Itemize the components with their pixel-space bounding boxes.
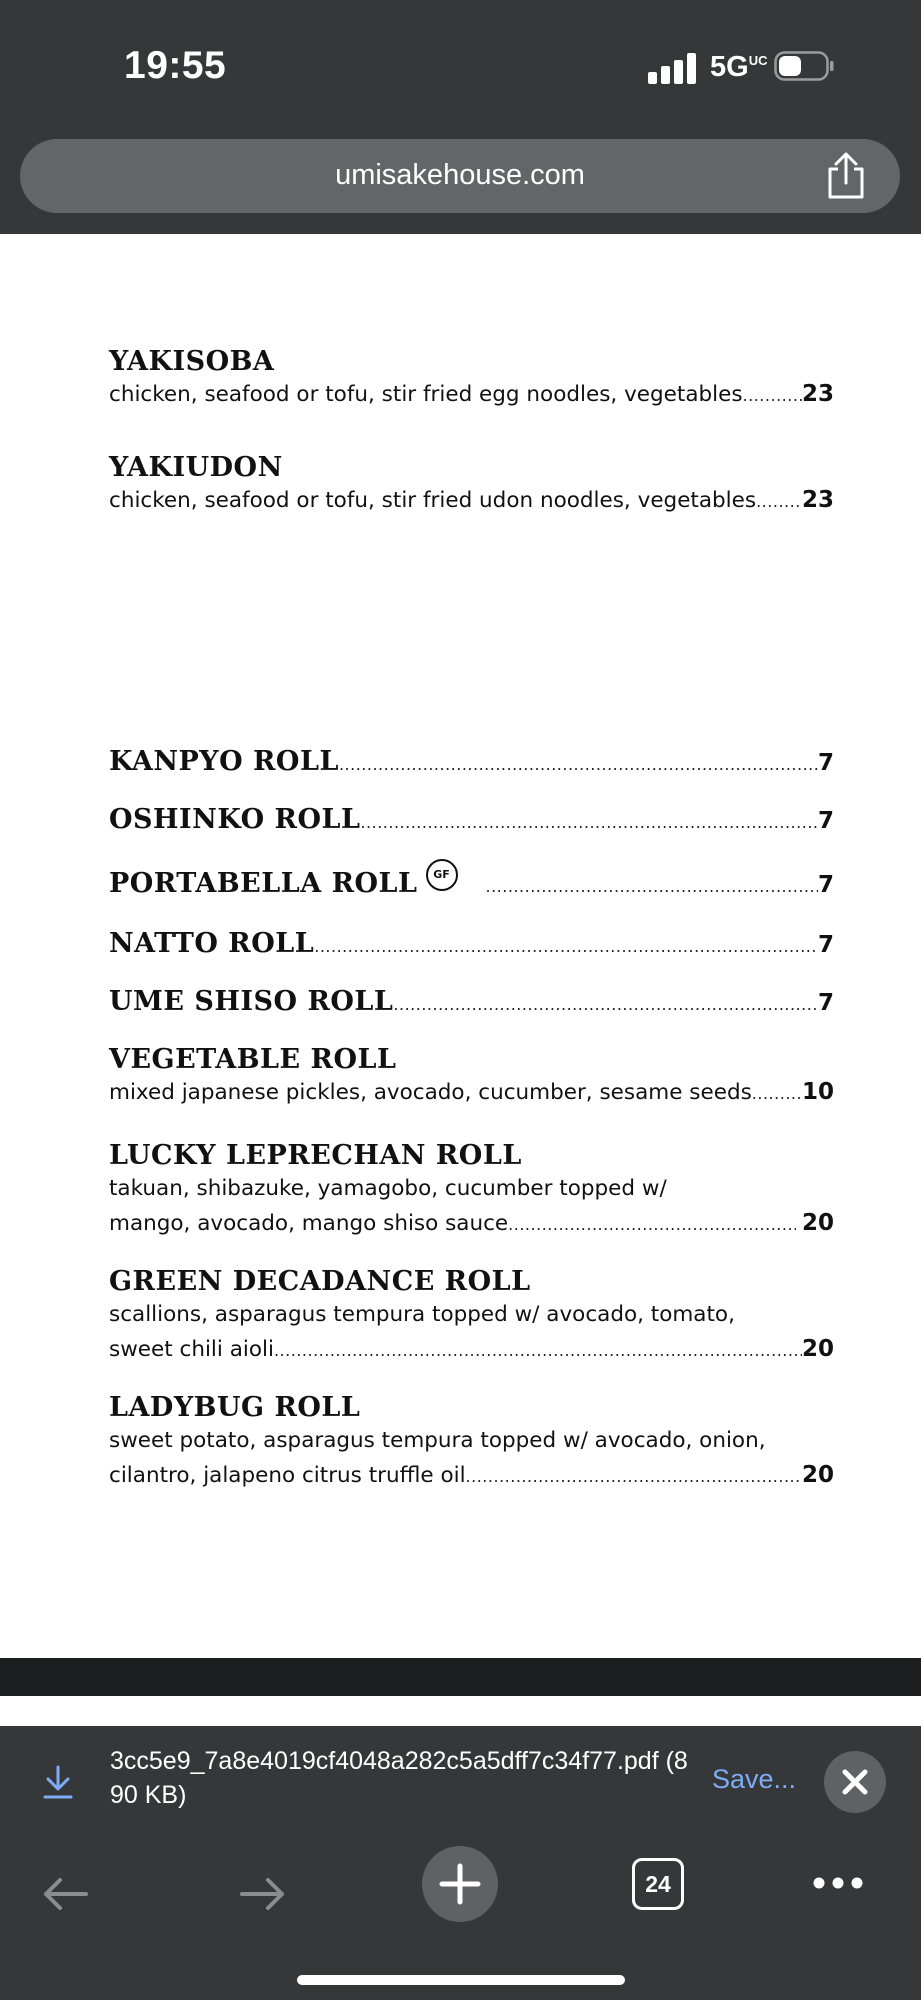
close-download-button[interactable]: [824, 1751, 886, 1813]
item-price: 7: [817, 990, 834, 1016]
item-desc: mixed japanese pickles, avocado, cucumber, sesame seeds: [109, 1080, 752, 1105]
item-name: VEGETABLE ROLL: [109, 1044, 397, 1075]
browser-header: [0, 130, 921, 234]
battery-icon: [774, 51, 834, 81]
item-price: 20: [801, 1462, 834, 1488]
page-separator: [0, 1658, 921, 1696]
menu-item-ladybug-roll: [109, 1392, 834, 1494]
new-tab-button[interactable]: [422, 1846, 498, 1922]
menu-item-oshinko-roll: [109, 804, 834, 835]
item-desc-line1: sweet potato, asparagus tempura topped w/ avocado, onion,: [109, 1428, 766, 1453]
download-icon: [40, 1764, 76, 1800]
item-price: 7: [817, 932, 834, 958]
menu-item-portabella-roll: [109, 868, 834, 905]
item-name: LADYBUG ROLL: [109, 1392, 361, 1423]
item-price: 7: [817, 808, 834, 834]
menu-item-natto-roll: [109, 928, 834, 959]
menu-item-green-decadance-roll: [109, 1266, 834, 1368]
item-desc-line2: cilantro, jalapeno citrus truffle oil: [109, 1463, 466, 1488]
item-desc: chicken, seafood or tofu, stir fried udon noodles, vegetables: [109, 488, 757, 513]
item-desc-line1: scallions, asparagus tempura topped w/ avocado, tomato,: [109, 1302, 735, 1327]
item-price: 20: [801, 1336, 834, 1362]
item-name: UME SHISO ROLL: [109, 986, 394, 1017]
item-desc-line2: sweet chili aioli: [109, 1337, 274, 1362]
back-arrow-icon[interactable]: [40, 1868, 92, 1920]
url-text: umisakehouse.com: [335, 159, 585, 191]
item-price: 7: [817, 872, 834, 898]
forward-arrow-icon[interactable]: [236, 1868, 288, 1920]
item-name: LUCKY LEPRECHAN ROLL: [109, 1140, 522, 1171]
signal-icon: [648, 52, 696, 84]
item-price: 23: [801, 381, 834, 407]
close-icon: [824, 1751, 886, 1813]
menu-item-yakisoba: [109, 346, 834, 413]
item-name: PORTABELLA ROLL: [109, 868, 418, 899]
item-name: NATTO ROLL: [109, 928, 315, 959]
share-icon[interactable]: [822, 151, 870, 201]
menu-item-kanpyo-roll: [109, 746, 834, 777]
download-filename: 3cc5e9_7a8e4019cf4048a282c5a5dff7c34f77.pdf (890 KB): [110, 1747, 688, 1809]
save-button[interactable]: Save...: [712, 1764, 797, 1794]
home-indicator[interactable]: [297, 1975, 625, 1985]
item-name: OSHINKO ROLL: [109, 804, 361, 835]
item-desc: chicken, seafood or tofu, stir fried egg noodles, vegetables: [109, 382, 743, 407]
item-name: YAKIUDON: [109, 452, 283, 483]
pdf-page: [0, 234, 921, 1658]
item-price: 23: [801, 487, 834, 513]
tab-switcher-button[interactable]: 24: [632, 1858, 684, 1910]
gluten-free-badge-icon: GF: [426, 859, 458, 891]
address-bar[interactable]: [20, 139, 900, 213]
menu-item-ume-shiso-roll: [109, 986, 834, 1017]
plus-icon: [422, 1846, 498, 1922]
item-name: GREEN DECADANCE ROLL: [109, 1266, 531, 1297]
item-name: YAKISOBA: [109, 346, 275, 377]
item-price: 7: [817, 750, 834, 776]
item-desc-line2: mango, avocado, mango shiso sauce: [109, 1211, 509, 1236]
more-icon[interactable]: [812, 1876, 864, 1890]
item-price: 20: [801, 1210, 834, 1236]
menu-item-lucky-leprechan-roll: [109, 1140, 834, 1242]
status-bar: [0, 0, 921, 130]
item-price: 10: [801, 1079, 834, 1105]
menu-item-yakiudon: [109, 452, 834, 519]
item-desc-line1: takuan, shibazuke, yamagobo, cucumber topped w/: [109, 1176, 667, 1201]
item-name: KANPYO ROLL: [109, 746, 339, 777]
menu-item-vegetable-roll: [109, 1044, 834, 1111]
status-time: 19:55: [124, 44, 227, 87]
network-indicator: 5GUC: [710, 51, 768, 83]
download-bar: [0, 1726, 921, 1838]
